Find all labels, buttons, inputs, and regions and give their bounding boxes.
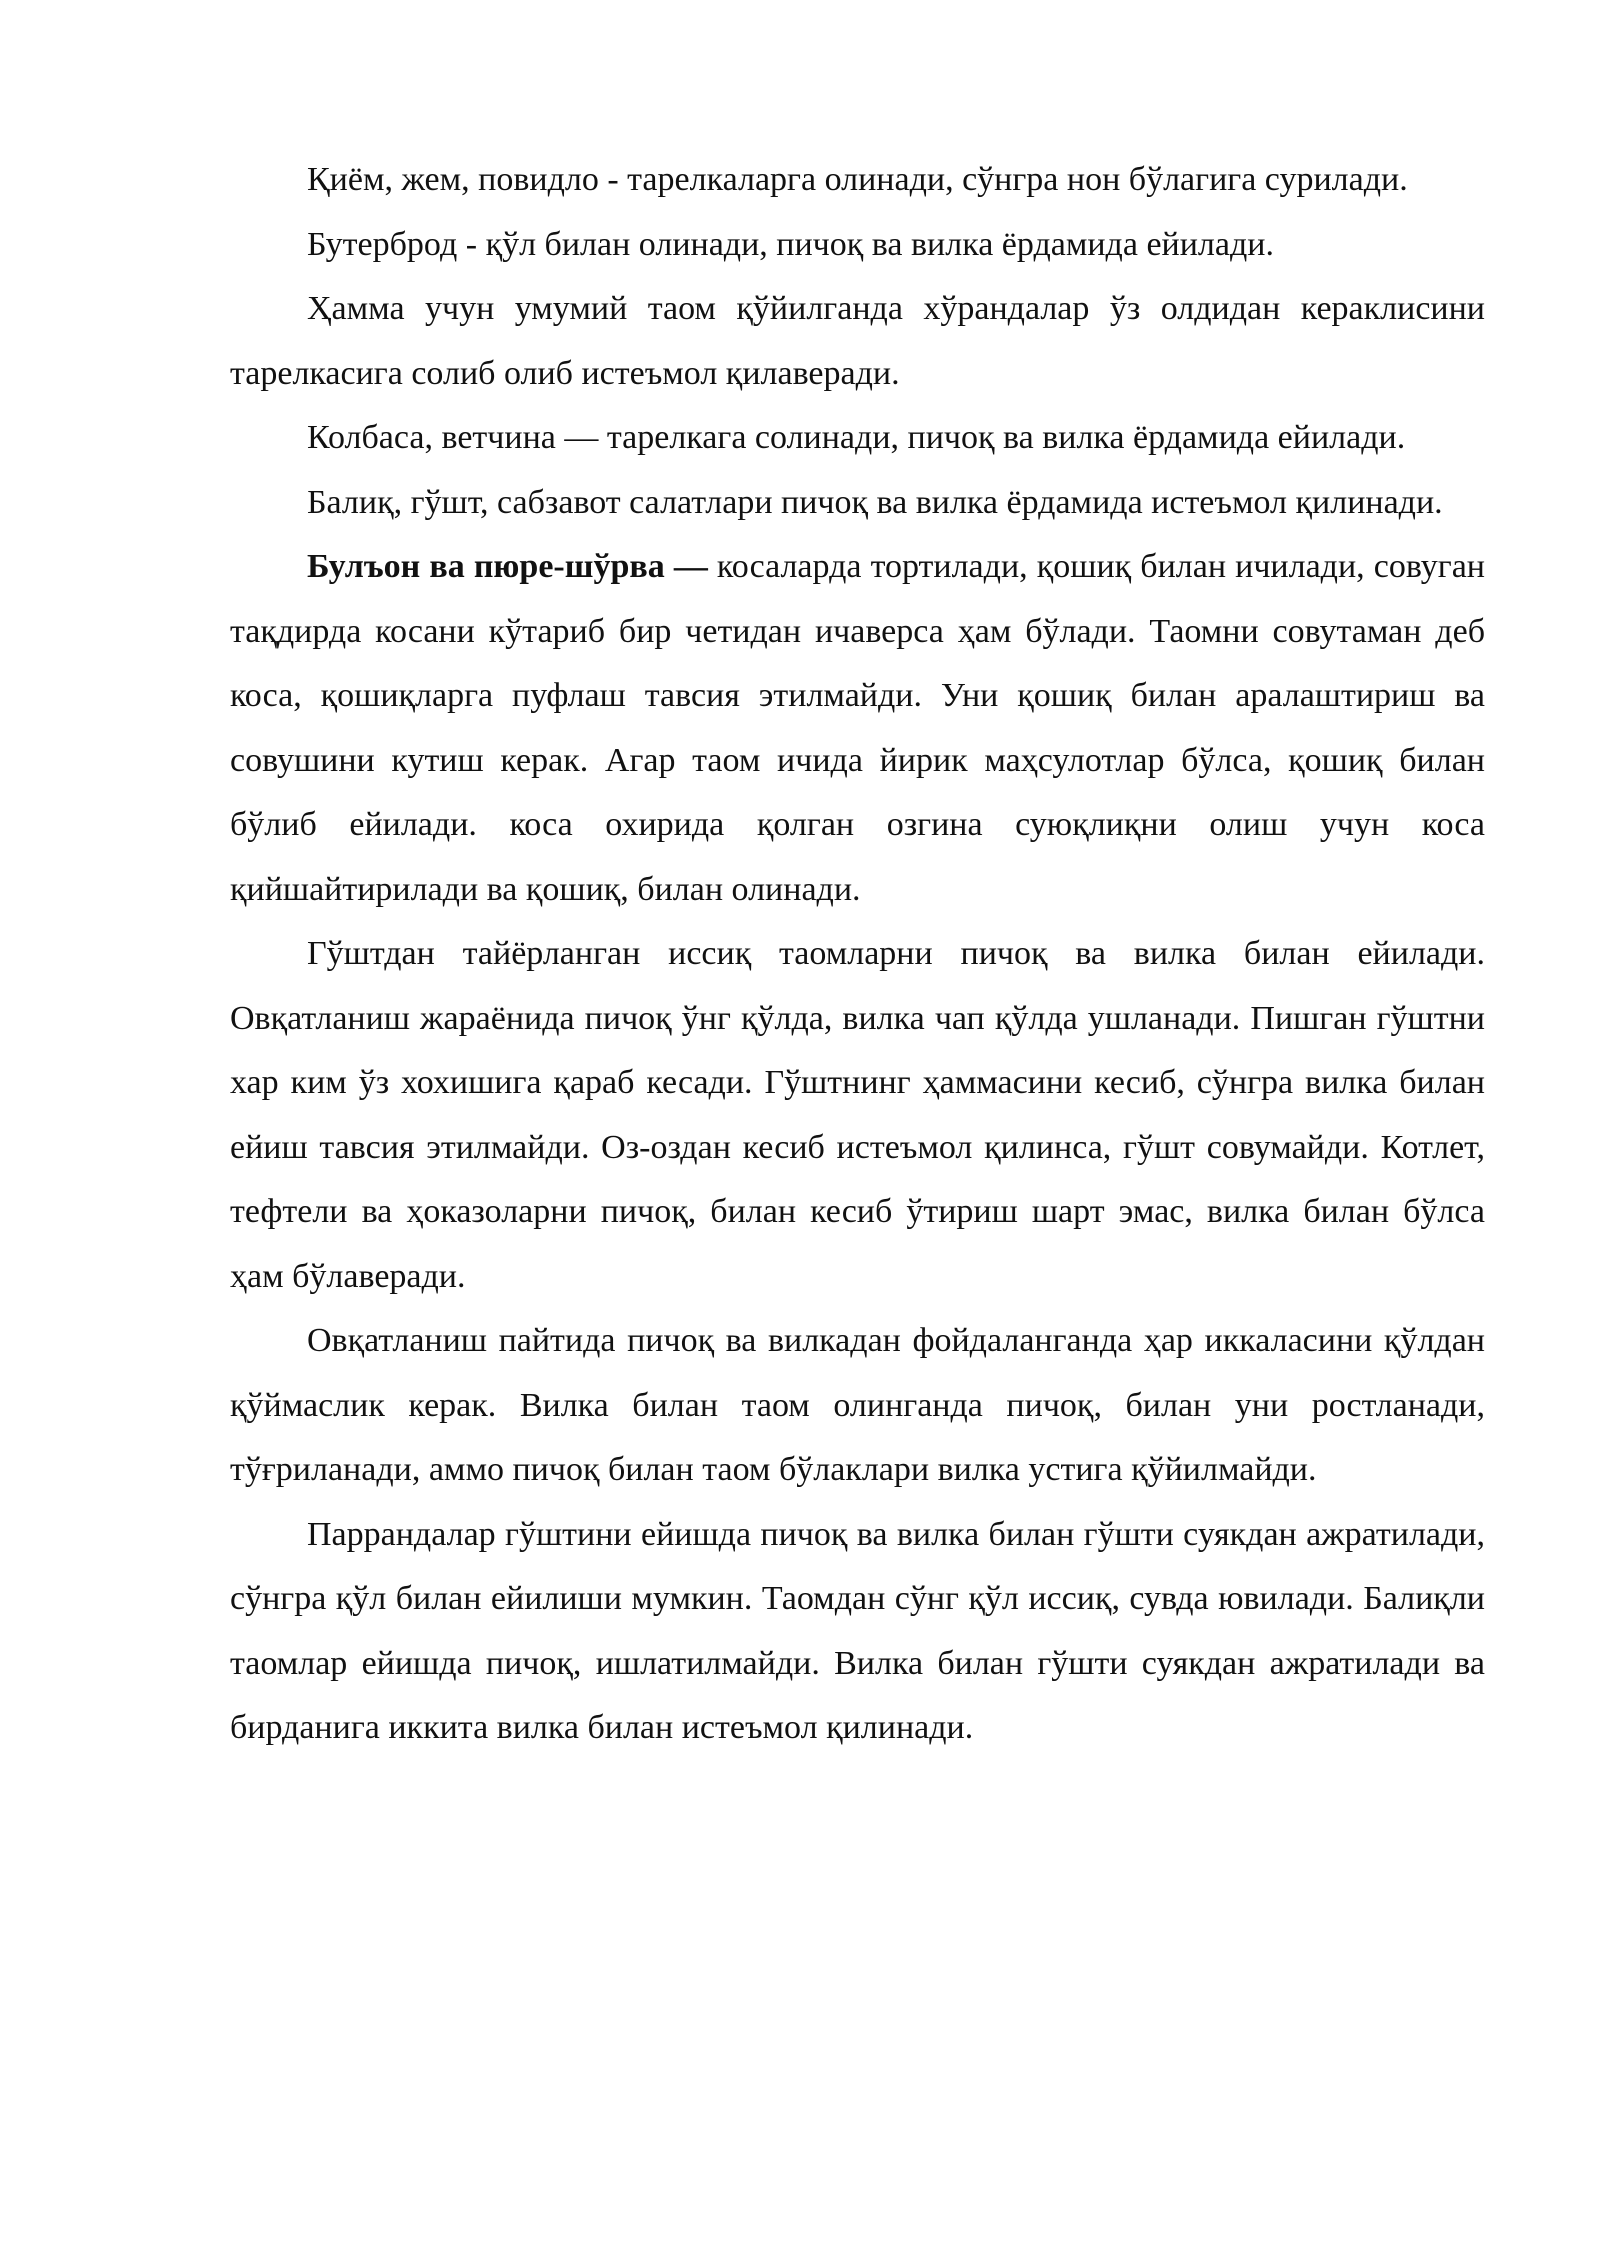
paragraph-sausage <box>230 406 1485 471</box>
paragraph-text: Паррандалар гўштини ейишда пичоқ ва вилка билан гўшти суякдан ажратилади, сўнгра қўл билан ейилиши мумкин. Таомдан сўнг қўл иссиқ, сувда ювилади. Балиқли таомлар ейишда пичоқ, ишлатилмайди. Вилка билан гўшти суякдан ажратилади ва бирданига иккита вилка билан истеъмол қилинади. <box>230 1515 1485 1746</box>
paragraph-salads <box>230 471 1485 536</box>
document-body <box>230 148 1485 1761</box>
paragraph-text: Колбаса, ветчина — тарелкага солинади, пичоқ ва вилка ёрдамида ейилади. <box>307 419 1406 456</box>
paragraph-text: Ҳамма учун умумий таом қўйилганда хўрандалар ўз олдидан кераклисини тарелкасига солиб олиб истеъмол қилаверади. <box>230 290 1485 392</box>
paragraph-text: Гўштдан тайёрланган иссиқ таомларни пичоқ ва вилка билан ейилади. Овқатланиш жараёнида пичоқ ўнг қўлда, вилка чап қўлда ушланади. Пишган гўштни хар ким ўз хохишига қараб кесади. Гўштнинг ҳаммасини кесиб, сўнгра вилка билан ейиш тавсия этилмайди. Оз-оздан кесиб истеъмол қилинса, гўшт совумайди. Котлет, тефтели ва ҳоказоларни пичоқ, билан кесиб ўтириш шарт эмас, вилка билан бўлса ҳам бўлаверади. <box>230 935 1485 1295</box>
paragraph-text: Балиқ, гўшт, сабзавот салатлари пичоқ ва вилка ёрдамида истеъмол қилинади. <box>307 483 1443 521</box>
paragraph-sandwich <box>230 213 1485 278</box>
paragraph-text: Қиём, жем, повидло - тарелкаларга олинади, сўнгра нон бўлагига сурилади. <box>307 161 1408 198</box>
paragraph-hot-meat <box>230 922 1485 1309</box>
paragraph-poultry-fish <box>230 1503 1485 1761</box>
paragraph-text: Овқатланиш пайтида пичоқ ва вилкадан фойдаланганда ҳар иккаласини қўлдан қўймаслик керак. Вилка билан таом олинганда пичоқ, билан уни ростланади, тўғриланади, аммо пичоқ билан таом бўлаклари вилка устига қўйилмайди. <box>230 1322 1485 1488</box>
paragraph-shared-dish <box>230 277 1485 406</box>
paragraph-bold-lead: Булъон ва пюре-шўрва — <box>307 548 708 585</box>
paragraph-broth <box>230 535 1485 922</box>
paragraph-jam <box>230 148 1485 213</box>
paragraph-text: Бутерброд - қўл билан олинади, пичоқ ва вилка ёрдамида ейилади. <box>307 225 1274 263</box>
paragraph-knife-fork <box>230 1309 1485 1503</box>
paragraph-text: косаларда тортилади, қошиқ билан ичилади, совуган тақдирда косани кўтариб бир четидан ичаверса ҳам бўлади. Таомни совутаман деб коса, қошиқларга пуфлаш тавсия этилмайди. Уни қошиқ билан аралаштириш ва совушини кутиш керак. Агар таом ичида йирик маҳсулотлар бўлса, қошиқ билан бўлиб ейилади. коса охирида қолган озгина суюқлиқни олиш учун коса қийшайтирилади ва қошиқ, билан олинади. <box>230 548 1485 908</box>
